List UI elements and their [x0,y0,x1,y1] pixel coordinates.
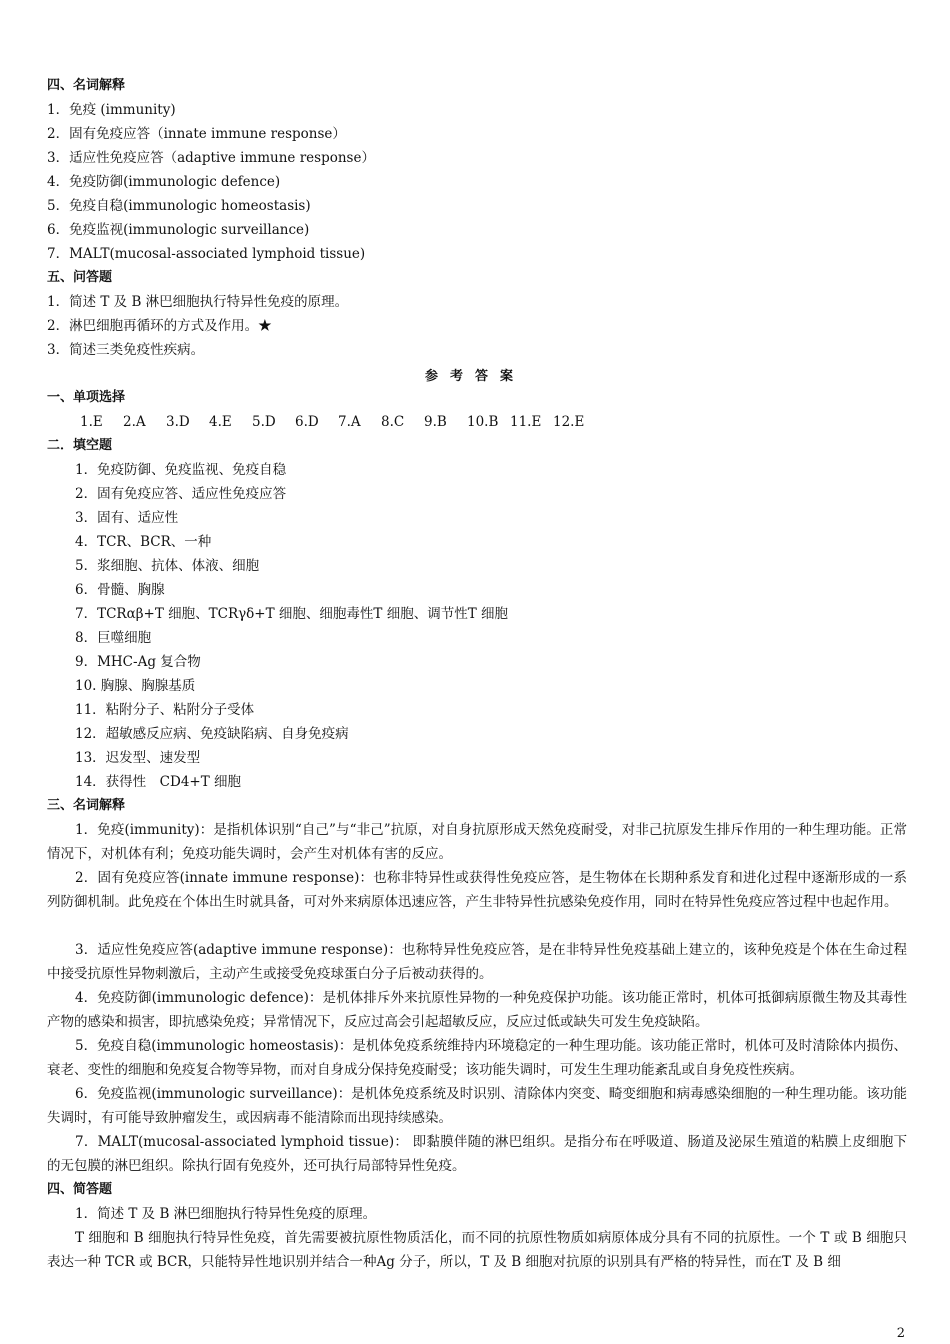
question-item: 3．简述三类免疫性疾病。 [47,342,205,358]
answer-item: 1.E [80,414,103,430]
term-answer: 2．固有免疫应答(innate immune response)：也称非特异性或获得性免疫应答，是生物体在长期种系发育和进化过程中逐渐形成的一系列防御机制。此免疫在个体出生时就具备，可对外来病原体迅速应答，产生非特异性抗感染免疫作用，同时在特异性免疫应答过程中也起作用。 [47,870,907,910]
section-heading: 四、简答题 [47,1182,113,1197]
term-answer: 7．MALT(mucosal-associated lymphoid tissue)： 即黏膜伴随的淋巴组织。是指分布在呼吸道、肠道及泌尿生殖道的粘膜上皮细胞下的无包膜的淋巴组织。除执行固有免疫外，还可执行局部特异性免疫。 [47,1134,907,1174]
section-heading: 一、单项选择 [47,390,126,405]
fill-item: 10. 胸腺、胸腺基质 [75,678,196,694]
answer-item: 11.E [510,414,542,430]
fill-item: 6．骨髓、胸腺 [75,582,165,598]
fill-item: 7．TCRαβ+T 细胞、TCRγδ+T 细胞、细胞毒性T 细胞、调节性T 细胞 [75,606,509,622]
section-heading: 五、问答题 [47,270,113,285]
fill-item: 14．获得性 CD4+T 细胞 [75,774,242,790]
answer-item: 4.E [209,414,232,430]
answer-item: 2.A [123,414,146,430]
fill-item: 3．固有、适应性 [75,510,179,526]
answers-title: 参考答案 [424,369,525,384]
fill-item: 12．超敏感反应病、免疫缺陷病、自身免疫病 [75,726,349,742]
answer-item: 9.B [424,414,447,430]
answer-item: 5.D [252,414,276,430]
term-item: 7．MALT(mucosal-associated lymphoid tissue) [47,246,366,262]
page-number: 2 [896,1326,905,1341]
fill-item: 4．TCR、BCR、一种 [75,534,212,550]
fill-item: 11．粘附分子、粘附分子受体 [75,702,255,718]
section-heading: 四、名词解释 [47,78,126,93]
term-item: 6．免疫监视(immunologic surveillance) [47,222,310,238]
fill-item: 5．浆细胞、抗体、体液、细胞 [75,558,260,574]
answer-key [80,413,596,431]
term-item: 2．固有免疫应答（innate immune response） [47,126,346,142]
fill-item: 1．免疫防御、免疫监视、免疫自稳 [75,462,287,478]
term-item: 1．免疫 (immunity) [47,102,176,118]
question-item: 1．简述 T 及 B 淋巴细胞执行特异性免疫的原理。 [47,294,349,310]
term-item: 4．免疫防御(immunologic defence) [47,174,281,190]
term-answer: 3．适应性免疫应答(adaptive immune response)：也称特异性免疫应答，是在非特异性免疫基础上建立的，该种免疫是个体在生命过程中接受抗原性异物刺激后，主动产生或接受免疫球蛋白分子后被动获得的。 [47,942,907,982]
answer-item: 10.B [467,414,499,430]
fill-item: 2．固有免疫应答、适应性免疫应答 [75,486,287,502]
term-answer: 6．免疫监视(immunologic surveillance)：是机体免疫系统及时识别、清除体内突变、畸变细胞和病毒感染细胞的一种生理功能。该功能失调时，有可能导致肿瘤发生，或因病毒不能清除而出现持续感染。 [47,1086,907,1126]
term-answer: 1．免疫(immunity)：是指机体识别“自己”与“非己”抗原，对自身抗原形成天然免疫耐受，对非己抗原发生排斥作用的一种生理功能。正常情况下，对机体有利；免疫功能失调时，会产生对机体有害的反应。 [47,822,907,862]
short-answer: T 细胞和 B 细胞执行特异性免疫，首先需要被抗原性物质活化，而不同的抗原性物质如病原体成分具有不同的抗原性。一个 T 或 B 细胞只表达一种 TCR 或 BCR，只能特异性地识别并结合一种Ag 分子，所以，T 及 B 细胞对抗原的识别具有严格的特异性，而在T 及 B 细 [47,1230,907,1270]
short-question: 1．简述 T 及 B 淋巴细胞执行特异性免疫的原理。 [75,1206,377,1222]
answer-item: 12.E [553,414,585,430]
fill-item: 9．MHC-Ag 复合物 [75,654,201,670]
term-answer: 4．免疫防御(immunologic defence)：是机体排斥外来抗原性异物的一种免疫保护功能。该功能正常时，机体可抵御病原微生物及其毒性产物的感染和损害，即抗感染免疫；异常情况下，反应过高会引起超敏反应，反应过低或缺失可发生免疫缺陷。 [47,990,907,1030]
answer-item: 7.A [338,414,361,430]
answer-item: 8.C [381,414,405,430]
fill-item: 8．巨噬细胞 [75,630,152,646]
term-item: 5．免疫自稳(immunologic homeostasis) [47,198,311,214]
answer-item: 6.D [295,414,319,430]
fill-item: 13．迟发型、速发型 [75,750,201,766]
term-answer: 5．免疫自稳(immunologic homeostasis)：是机体免疫系统维持内环境稳定的一种生理功能。该功能正常时，机体可及时清除体内损伤、衰老、变性的细胞和免疫复合物等异物，而对自身成分保持免疫耐受；该功能失调时，可发生生理功能紊乱或自身免疫性疾病。 [47,1038,907,1078]
question-item: 2．淋巴细胞再循环的方式及作用。★ [47,318,272,334]
section-heading: 二．填空题 [47,438,113,453]
section-heading: 三、名词解释 [47,798,126,813]
term-item: 3．适应性免疫应答（adaptive immune response） [47,150,375,166]
answer-item: 3.D [166,414,190,430]
